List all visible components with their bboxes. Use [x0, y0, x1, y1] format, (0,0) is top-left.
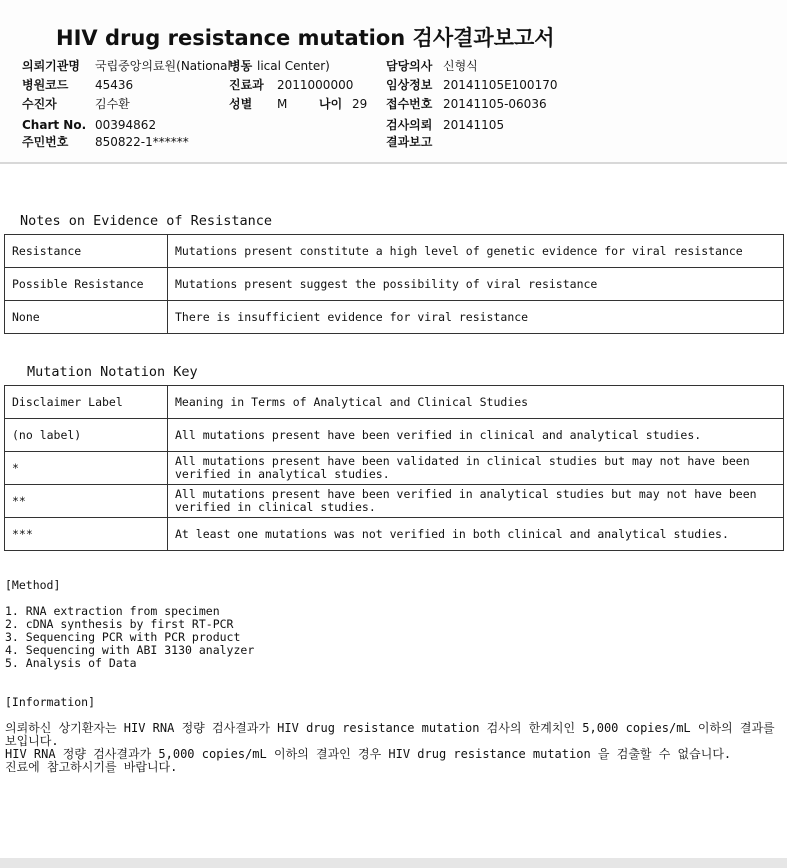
table-row — [5, 386, 784, 419]
bottom-divider — [0, 858, 787, 868]
method-step: 1. RNA extraction from specimen — [5, 604, 220, 618]
notes-text-cell: There is insufficient evidence for viral resistance — [168, 301, 784, 334]
method-step: 3. Sequencing PCR with PCR product — [5, 630, 241, 644]
notes-section-title: Notes on Evidence of Resistance — [20, 213, 272, 229]
information-line: 의뢰하신 상기환자는 HIV RNA 정량 검사결과가 HIV drug resistance mutation 검사의 한계치인 5,000 copies/mL 이하의 결과를 — [5, 721, 775, 735]
notes-label-cell: Resistance — [5, 235, 168, 268]
key-text-cell: All mutations present have been validated in clinical studies but may not have been verified in analytical studies. — [168, 452, 784, 485]
key-text-cell: All mutations present have been verified in clinical and analytical studies. — [168, 419, 784, 452]
information-line: 보입니다. — [5, 734, 59, 748]
patient-name-value: 김수환 — [95, 97, 130, 111]
receipt-no-value: 20141105-06036 — [443, 97, 547, 111]
notes-label-cell: Possible Resistance — [5, 268, 168, 301]
table-row — [5, 301, 784, 334]
report-title: HIV drug resistance mutation 검사결과보고서 — [56, 26, 555, 50]
receipt-no-label: 접수번호 — [386, 97, 433, 111]
method-heading: [Method] — [5, 578, 61, 592]
key-label-cell: *** — [5, 518, 168, 551]
key-label-cell: * — [5, 452, 168, 485]
doctor-label: 담당의사 — [386, 59, 433, 73]
department-value: 2011000000 — [277, 78, 354, 92]
hospital-code-value: 45436 — [95, 78, 134, 92]
sex-label: 성별 — [229, 97, 253, 111]
institution-value: 국립중앙의료원(National — [95, 59, 231, 73]
result-report-label: 결과보고 — [386, 135, 433, 149]
table-row — [5, 419, 784, 452]
ward-label: 병동 — [229, 59, 253, 73]
notes-text-cell: Mutations present constitute a high level of genetic evidence for viral resistance — [168, 235, 784, 268]
table-row — [5, 268, 784, 301]
report-header — [0, 0, 787, 164]
hospital-code-label: 병원코드 — [22, 78, 69, 92]
clinical-info-label: 임상정보 — [386, 78, 433, 92]
table-row — [5, 235, 784, 268]
information-line: 진료에 참고하시기를 바랍니다. — [5, 760, 178, 774]
method-step: 2. cDNA synthesis by first RT-PCR — [5, 617, 234, 631]
chart-no-value: 00394862 — [95, 118, 157, 132]
resistance-notes-table — [4, 234, 784, 334]
request-date-value: 20141105 — [443, 118, 505, 132]
institution-label: 의뢰기관명 — [22, 59, 80, 73]
information-heading: [Information] — [5, 695, 96, 709]
information-line: HIV RNA 정량 검사결과가 5,000 copies/mL 이하의 결과인 경우 HIV drug resistance mutation 을 검출할 수 없습니다. — [5, 747, 732, 761]
resident-no-value: 850822-1****** — [95, 135, 189, 149]
notes-text-cell: Mutations present suggest the possibility of viral resistance — [168, 268, 784, 301]
age-value: 29 — [352, 97, 368, 111]
doctor-value: 신형식 — [443, 59, 478, 73]
sex-value: M — [277, 97, 288, 111]
age-label: 나이 — [319, 97, 343, 111]
key-text-cell: All mutations present have been verified in analytical studies but may not have been verified in clinical studies. — [168, 485, 784, 518]
key-label-cell: ** — [5, 485, 168, 518]
method-step: 5. Analysis of Data — [5, 656, 137, 670]
table-row — [5, 485, 784, 518]
mutation-key-table — [4, 385, 784, 551]
notes-label-cell: None — [5, 301, 168, 334]
key-label-cell: Disclaimer Label — [5, 386, 168, 419]
department-label: 진료과 — [229, 78, 264, 92]
resident-no-label: 주민번호 — [22, 135, 69, 149]
key-text-cell: At least one mutations was not verified in both clinical and analytical studies. — [168, 518, 784, 551]
ward-value: lical Center) — [257, 59, 330, 73]
key-text-cell: Meaning in Terms of Analytical and Clinical Studies — [168, 386, 784, 419]
chart-no-label: Chart No. — [22, 118, 87, 132]
method-step: 4. Sequencing with ABI 3130 analyzer — [5, 643, 255, 657]
key-section-title: Mutation Notation Key — [27, 364, 198, 380]
table-row — [5, 518, 784, 551]
table-row — [5, 452, 784, 485]
key-label-cell: (no label) — [5, 419, 168, 452]
clinical-info-value: 20141105E100170 — [443, 78, 558, 92]
patient-name-label: 수진자 — [22, 97, 57, 111]
request-date-label: 검사의뢰 — [386, 118, 433, 132]
